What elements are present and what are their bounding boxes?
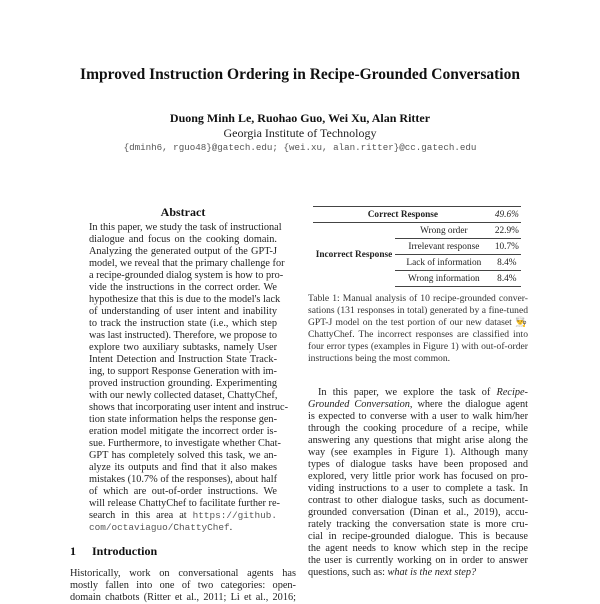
text-line: to track the instruction state (i.e., which step	[89, 318, 277, 329]
text-line: questions, such as: what is the next step?	[308, 567, 477, 578]
section-heading-introduction	[70, 544, 157, 559]
error-value: 8.4%	[493, 271, 521, 287]
text-line: of which are out-of-order instructions. We	[89, 486, 277, 497]
text-line: sations (131 responses in total) generated by a fine-tuned	[308, 305, 528, 316]
text-line: rately tracking the conversation state is more cru-	[308, 519, 528, 530]
text-line: dialogue and focus on the cooking domain.	[89, 234, 277, 245]
text-line: with our newly collected dataset, ChattyChef,	[89, 390, 278, 401]
error-type: Wrong order	[395, 223, 493, 239]
text-line: mistakes (10.7% of the responses), about half	[89, 474, 277, 485]
error-value: 10.7%	[493, 239, 521, 255]
error-analysis-table	[313, 206, 521, 287]
section-title: Introduction	[92, 544, 158, 558]
emails: {dminh6, rguo48}@gatech.edu; {wei.xu, alan.ritter}@cc.gatech.edu	[123, 142, 477, 153]
section-number: 1	[70, 544, 76, 558]
error-value: 8.4%	[493, 255, 521, 271]
error-type: Lack of information	[395, 255, 493, 271]
text-line: GPT has completely solved this task, we an-	[89, 450, 277, 461]
correct-response-label: Correct Response	[313, 207, 493, 223]
text-line: contrast to other dialogue tasks, such as document-	[308, 495, 528, 506]
text-line: Grounded Conversation, where the dialogue agent	[308, 399, 528, 410]
text-line: explored, very little prior work has focused on pro-	[308, 471, 528, 482]
text-line: was last instructed). Therefore, we propose to	[89, 330, 277, 341]
text-line: sue. Furthermore, to investigate whether Chat-	[89, 438, 281, 449]
authors: Duong Minh Le, Ruohao Guo, Wei Xu, Alan Ritter	[169, 111, 431, 125]
error-value: 22.9%	[493, 223, 521, 239]
incorrect-response-label: Incorrect Response	[313, 223, 395, 287]
text-line: through the cooking procedure of a recipe, while	[308, 423, 528, 434]
introduction-body	[70, 568, 296, 604]
text-line: a recipe-grounded dialog system is how to pro-	[89, 270, 284, 281]
text-line: Analyzing the generated output of the GPT-J	[89, 246, 277, 257]
text-line: ChattyChef. The incorrect responses are classified into	[308, 329, 528, 340]
text-line: is expected to converse with a user to walk him/her	[308, 411, 528, 422]
text-line: the user is currently working on in order to answer	[308, 555, 528, 566]
text-line: cial in recipe-grounded dialogue. This is because	[308, 531, 528, 542]
text-line: ing, to support Response Generation with im-	[89, 366, 277, 377]
text-line: shows that incorporating user intent and instruc-	[89, 402, 289, 413]
text-line: GPT-J model on the test portion of our new dataset 👨‍🍳	[308, 317, 528, 328]
github-link[interactable]: https://github.	[192, 510, 277, 521]
text-line: Historically, work on conversational agents has	[70, 568, 296, 579]
text-line: the agent needs to know which step in the recipe	[308, 543, 528, 554]
text-line: alyze its outputs and find that it also makes	[89, 462, 277, 473]
text-line: instructions being the most common.	[308, 353, 451, 364]
text-line: of understanding of user intent and inability	[89, 306, 277, 317]
text-line: Table 1: Manual analysis of 10 recipe-grounded conver-	[308, 293, 528, 304]
text-line: tion state information helps the response gen-	[89, 414, 277, 425]
text-line: In this paper, we study the task of instructional	[89, 222, 282, 233]
text-line: model, we reveal that the primary challenge for	[89, 258, 285, 269]
text-line: search in this area at https://github.	[89, 510, 277, 521]
text-line: com/octaviaguo/ChattyChef.	[89, 522, 233, 533]
text-line: four error types (examples in Figure 1) with out-of-order	[308, 341, 528, 352]
text-line: will release ChattyChef to facilitate further re-	[89, 498, 280, 509]
text-line: answering any questions that might arise along the	[308, 435, 528, 446]
text-line: types of dialogue tasks have been proposed and	[308, 459, 528, 470]
text-line: In this paper, we explore the task of Recipe-	[318, 387, 528, 398]
intro-right-column	[308, 387, 528, 579]
text-line: proved instruction grounding. Experimenting	[89, 378, 277, 389]
text-line: way (see examples in Figure 1). Although many	[308, 447, 528, 458]
github-link[interactable]: com/octaviaguo/ChattyChef	[89, 522, 230, 533]
abstract-heading: Abstract	[160, 205, 206, 219]
affiliation: Georgia Institute of Technology	[223, 126, 377, 140]
text-line: eration model mitigate the incorrect order is-	[89, 426, 277, 437]
text-line: explore two auxiliary subtasks, namely User	[89, 342, 277, 353]
error-type: Irrelevant response	[395, 239, 493, 255]
paper-title: Improved Instruction Ordering in Recipe-Grounded Conversation	[80, 66, 520, 83]
correct-response-value: 49.6%	[493, 207, 521, 223]
text-line: viding instructions to a user to complete a task. In	[308, 483, 528, 494]
text-line: hypothesize that this is due to the model's lack	[89, 294, 281, 305]
error-type: Wrong information	[395, 271, 493, 287]
abstract-body	[89, 222, 289, 534]
text-line: domain chatbots (Ritter et al., 2011; Li et al., 2016;	[70, 592, 296, 603]
text-line: grounded conversation (Dinan et al., 2019), accu-	[308, 507, 528, 518]
text-line: Intent Detection and Instruction State Track-	[89, 354, 277, 365]
table-caption	[308, 293, 528, 365]
text-line: mostly fallen into one of two categories: open-	[70, 580, 296, 591]
text-line: vide the instructions in the correct order. We	[89, 282, 277, 293]
